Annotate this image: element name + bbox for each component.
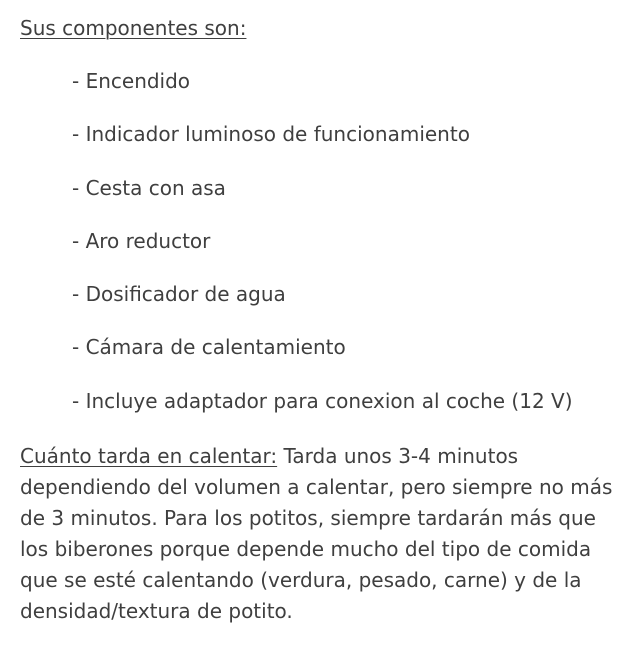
list-item: - Cámara de calentamiento [72, 335, 346, 360]
components-heading: Sus componentes son: [20, 16, 247, 40]
components-list [72, 67, 573, 440]
heating-paragraph [20, 441, 625, 627]
heating-term: Cuánto tarda en calentar: [20, 444, 278, 468]
list-item: - Indicador luminoso de funcionamiento [72, 122, 470, 147]
heating-text: Tarda unos 3-4 minutos dependiendo del volumen a calentar, pero siempre no más de 3 minutos. Para los potitos, siempre tardarán más que los biberones porque depende mucho del tipo de comida que se esté calentando (verdura, pesado, carne) y de la densidad/textura de potito. [20, 444, 613, 623]
list-item: - Encendido [72, 69, 191, 93]
list-item: - Incluye adaptador para conexion al coche (12 V) [72, 388, 573, 413]
list-item: - Aro reductor [72, 228, 211, 253]
list-item: - Dosificador de agua [72, 282, 286, 307]
list-item: - Cesta con asa [72, 175, 226, 200]
